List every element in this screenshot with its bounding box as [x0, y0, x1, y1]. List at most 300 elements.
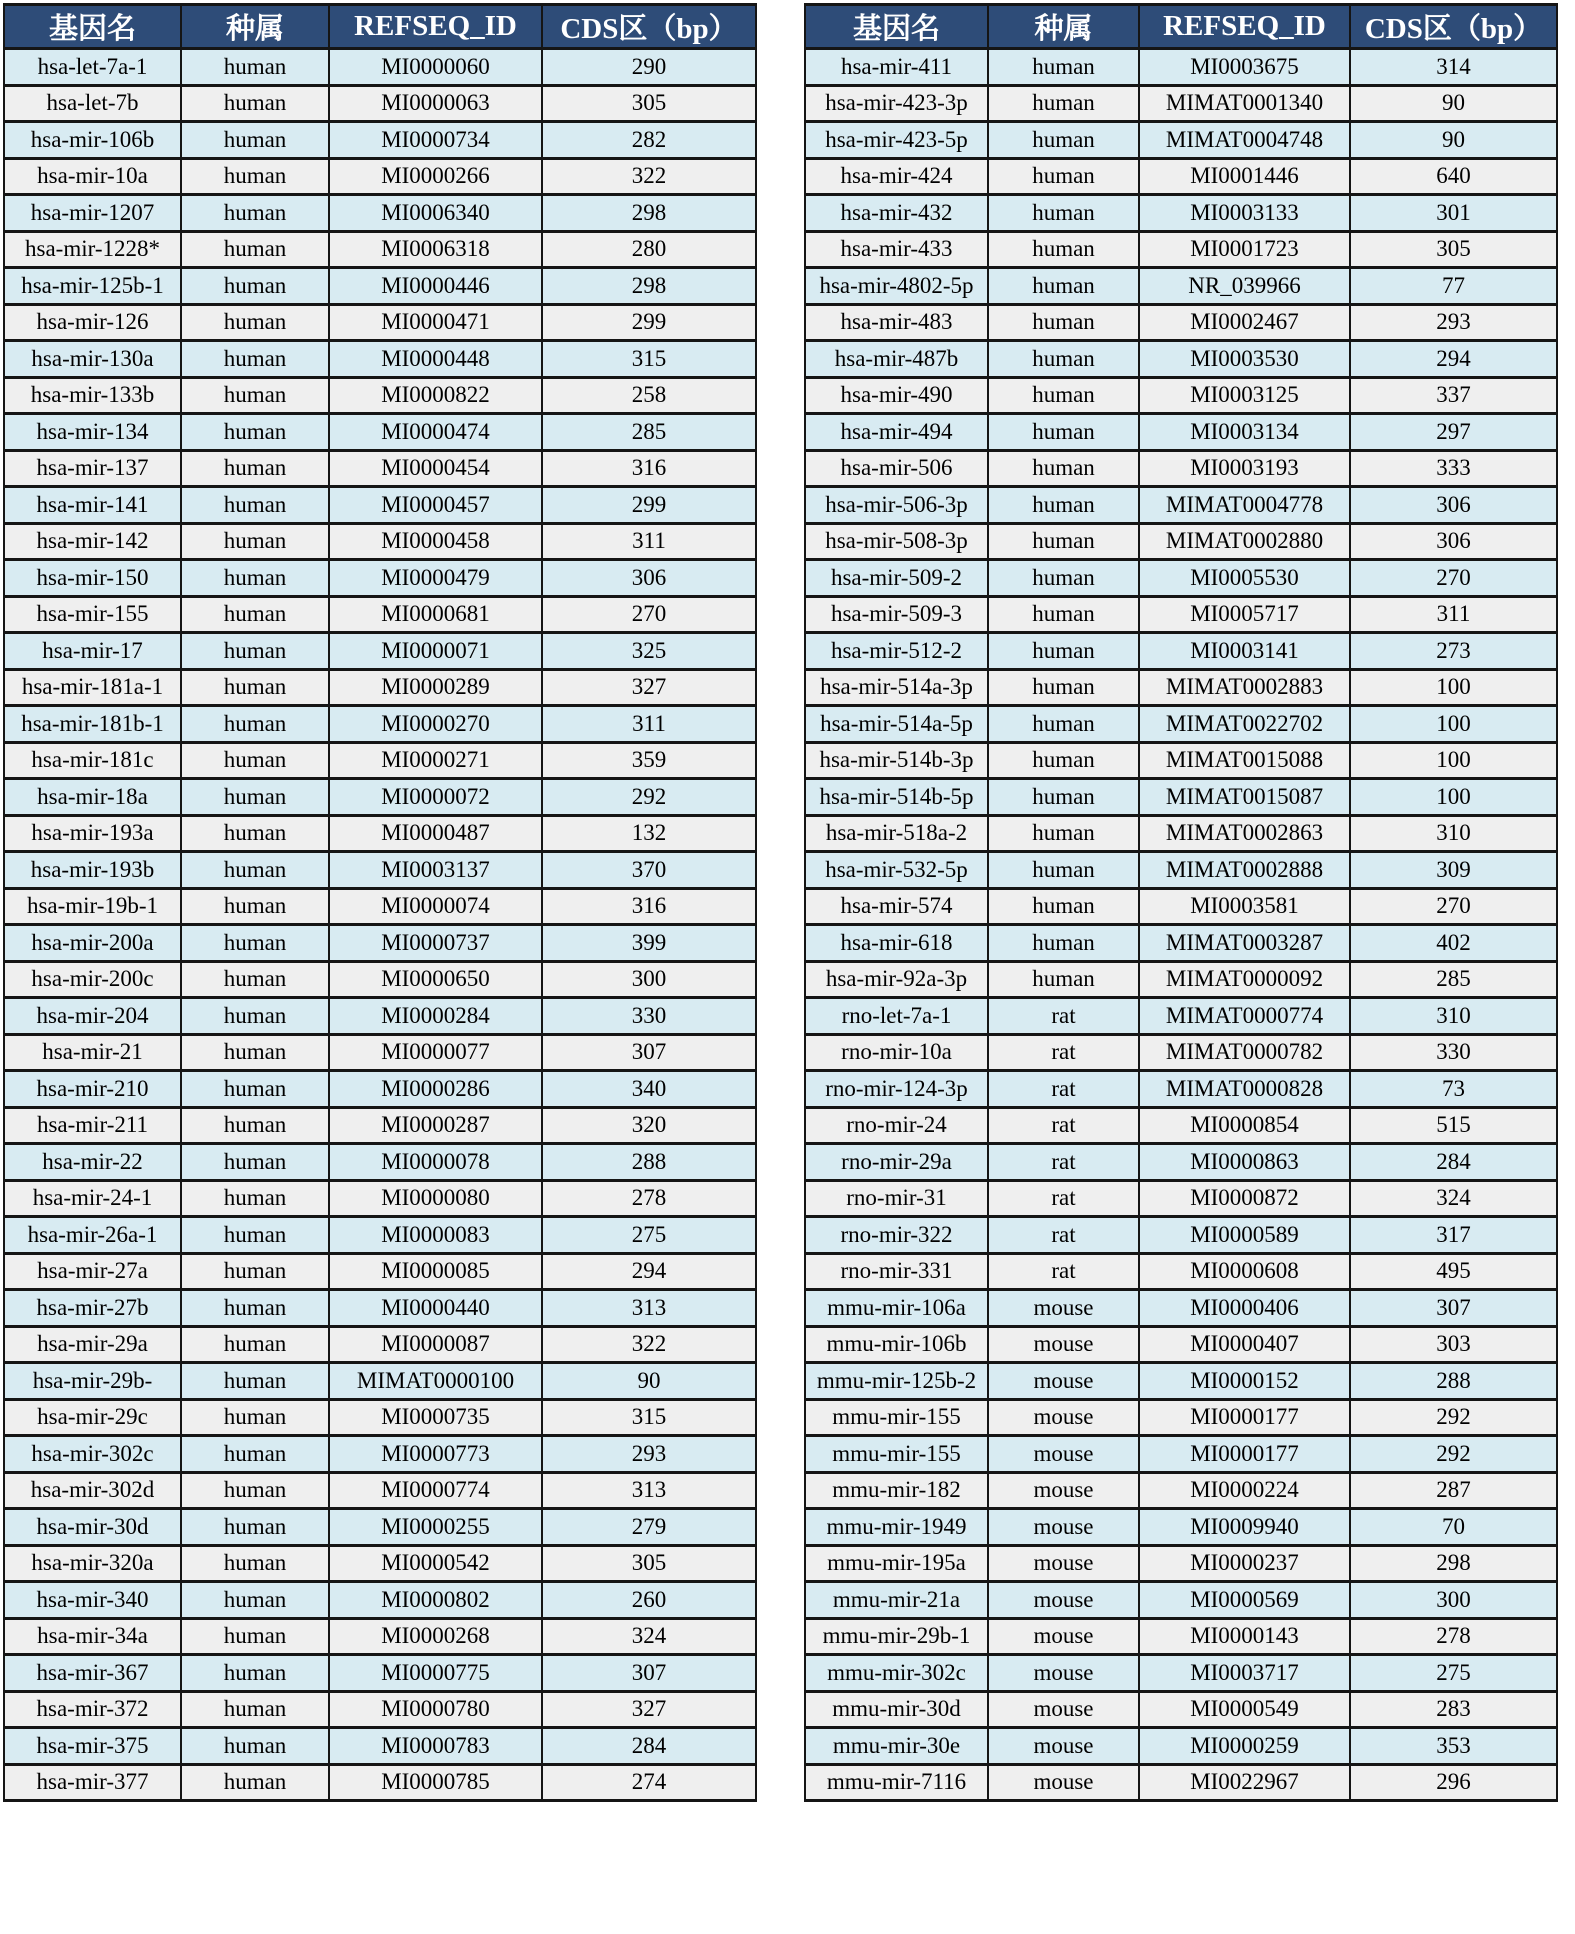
- refseq-id-cell: MI0000287: [329, 1107, 542, 1144]
- gene-name-cell: hsa-mir-92a-3p: [805, 961, 988, 998]
- species-cell: rat: [988, 1034, 1139, 1071]
- cds-bp-cell: 73: [1350, 1071, 1557, 1108]
- species-cell: mouse: [988, 1363, 1139, 1400]
- cds-bp-cell: 278: [542, 1180, 756, 1217]
- species-cell: mouse: [988, 1728, 1139, 1765]
- gene-name-cell: hsa-mir-133b: [4, 377, 181, 414]
- table-row: [805, 961, 1557, 998]
- table-row: [4, 1472, 756, 1509]
- species-cell: human: [181, 377, 329, 414]
- refseq-id-cell: MI0000608: [1139, 1253, 1350, 1290]
- table-row: [805, 304, 1557, 341]
- table-row: [4, 560, 756, 597]
- table-row: [4, 1144, 756, 1181]
- refseq-id-cell: MI0000471: [329, 304, 542, 341]
- gene-name-cell: hsa-mir-27a: [4, 1253, 181, 1290]
- refseq-id-cell: MI0000284: [329, 998, 542, 1035]
- refseq-id-cell: MIMAT0004748: [1139, 122, 1350, 159]
- species-cell: human: [988, 414, 1139, 451]
- gene-name-cell: rno-mir-331: [805, 1253, 988, 1290]
- species-cell: human: [181, 341, 329, 378]
- refseq-id-cell: MI0000271: [329, 742, 542, 779]
- gene-name-cell: hsa-mir-433: [805, 231, 988, 268]
- cds-bp-cell: 293: [542, 1436, 756, 1473]
- gene-name-cell: hsa-mir-21: [4, 1034, 181, 1071]
- gene-name-cell: hsa-mir-29a: [4, 1326, 181, 1363]
- species-cell: human: [181, 998, 329, 1035]
- species-cell: human: [181, 1107, 329, 1144]
- cds-bp-cell: 310: [1350, 998, 1557, 1035]
- gene-name-cell: hsa-mir-302c: [4, 1436, 181, 1473]
- species-cell: human: [988, 925, 1139, 962]
- gene-name-cell: hsa-mir-19b-1: [4, 888, 181, 925]
- cds-bp-cell: 298: [1350, 1545, 1557, 1582]
- cds-bp-cell: 296: [1350, 1764, 1557, 1801]
- cds-bp-cell: 317: [1350, 1217, 1557, 1254]
- cds-bp-cell: 288: [1350, 1363, 1557, 1400]
- cds-bp-cell: 303: [1350, 1326, 1557, 1363]
- cds-bp-cell: 306: [1350, 487, 1557, 524]
- gene-name-cell: mmu-mir-106a: [805, 1290, 988, 1327]
- species-cell: human: [181, 1618, 329, 1655]
- refseq-id-cell: MI0000783: [329, 1728, 542, 1765]
- species-cell: human: [988, 268, 1139, 305]
- gene-name-cell: hsa-mir-141: [4, 487, 181, 524]
- cds-bp-cell: 320: [542, 1107, 756, 1144]
- species-cell: human: [988, 888, 1139, 925]
- gene-name-cell: hsa-mir-506-3p: [805, 487, 988, 524]
- gene-name-cell: hsa-mir-490: [805, 377, 988, 414]
- table-row: [4, 1545, 756, 1582]
- cds-bp-cell: 640: [1350, 158, 1557, 195]
- species-cell: human: [181, 1326, 329, 1363]
- species-cell: mouse: [988, 1399, 1139, 1436]
- table-row: [805, 1728, 1557, 1765]
- species-cell: human: [988, 742, 1139, 779]
- table-row: [4, 487, 756, 524]
- refseq-id-cell: MIMAT0022702: [1139, 706, 1350, 743]
- column-header-gene-name: 基因名: [4, 5, 181, 49]
- gene-name-cell: hsa-mir-423-5p: [805, 122, 988, 159]
- refseq-id-cell: MI0000270: [329, 706, 542, 743]
- species-cell: human: [181, 268, 329, 305]
- species-cell: human: [181, 1509, 329, 1546]
- table-row: [805, 1545, 1557, 1582]
- table-row: [805, 377, 1557, 414]
- cds-bp-cell: 298: [542, 268, 756, 305]
- refseq-id-cell: MIMAT0002863: [1139, 815, 1350, 852]
- gene-name-cell: mmu-mir-125b-2: [805, 1363, 988, 1400]
- table-row: [4, 1326, 756, 1363]
- table-row: [805, 268, 1557, 305]
- cds-bp-cell: 77: [1350, 268, 1557, 305]
- table-row: [4, 888, 756, 925]
- refseq-id-cell: MI0000589: [1139, 1217, 1350, 1254]
- species-cell: human: [988, 961, 1139, 998]
- gene-name-cell: hsa-mir-18a: [4, 779, 181, 816]
- gene-name-cell: rno-mir-322: [805, 1217, 988, 1254]
- species-cell: human: [988, 596, 1139, 633]
- species-cell: human: [181, 596, 329, 633]
- cds-bp-cell: 324: [1350, 1180, 1557, 1217]
- species-cell: human: [988, 852, 1139, 889]
- refseq-id-cell: MI0000143: [1139, 1618, 1350, 1655]
- gene-name-cell: hsa-mir-142: [4, 523, 181, 560]
- gene-name-cell: hsa-mir-574: [805, 888, 988, 925]
- refseq-id-cell: MI0000737: [329, 925, 542, 962]
- gene-name-cell: mmu-mir-30d: [805, 1691, 988, 1728]
- cds-bp-cell: 273: [1350, 633, 1557, 670]
- cds-bp-cell: 309: [1350, 852, 1557, 889]
- table-row: [4, 231, 756, 268]
- cds-bp-cell: 284: [542, 1728, 756, 1765]
- species-cell: rat: [988, 998, 1139, 1035]
- refseq-id-cell: MI0000542: [329, 1545, 542, 1582]
- table-row: [4, 1399, 756, 1436]
- table-row: [805, 1399, 1557, 1436]
- gene-name-cell: mmu-mir-21a: [805, 1582, 988, 1619]
- cds-bp-cell: 294: [542, 1253, 756, 1290]
- species-cell: human: [988, 122, 1139, 159]
- table-row: [805, 1363, 1557, 1400]
- gene-name-cell: hsa-mir-508-3p: [805, 523, 988, 560]
- table-row: [4, 414, 756, 451]
- refseq-id-cell: MI0000774: [329, 1472, 542, 1509]
- table-row: [805, 1691, 1557, 1728]
- column-header-refseq-id: REFSEQ_ID: [329, 5, 542, 49]
- species-cell: human: [988, 158, 1139, 195]
- table-row: [4, 49, 756, 86]
- cds-bp-cell: 340: [542, 1071, 756, 1108]
- species-cell: mouse: [988, 1290, 1139, 1327]
- table-row: [805, 1034, 1557, 1071]
- species-cell: human: [181, 633, 329, 670]
- table-row: [805, 633, 1557, 670]
- gene-name-cell: rno-mir-29a: [805, 1144, 988, 1181]
- table-row: [805, 925, 1557, 962]
- gene-name-cell: hsa-mir-34a: [4, 1618, 181, 1655]
- species-cell: human: [181, 1034, 329, 1071]
- table-row: [4, 779, 756, 816]
- cds-bp-cell: 301: [1350, 195, 1557, 232]
- gene-name-cell: mmu-mir-195a: [805, 1545, 988, 1582]
- table-row: [805, 1071, 1557, 1108]
- refseq-id-cell: MIMAT0004778: [1139, 487, 1350, 524]
- cds-bp-cell: 279: [542, 1509, 756, 1546]
- gene-name-cell: hsa-mir-302d: [4, 1472, 181, 1509]
- species-cell: human: [181, 1290, 329, 1327]
- refseq-id-cell: MI0000224: [1139, 1472, 1350, 1509]
- refseq-id-cell: MI0000255: [329, 1509, 542, 1546]
- refseq-id-cell: MI0000177: [1139, 1436, 1350, 1473]
- gene-name-cell: hsa-mir-487b: [805, 341, 988, 378]
- cds-bp-cell: 353: [1350, 1728, 1557, 1765]
- species-cell: mouse: [988, 1436, 1139, 1473]
- refseq-id-cell: MI0000259: [1139, 1728, 1350, 1765]
- table-row: [4, 998, 756, 1035]
- table-row: [805, 341, 1557, 378]
- species-cell: human: [181, 1071, 329, 1108]
- species-cell: human: [988, 341, 1139, 378]
- cds-bp-cell: 100: [1350, 742, 1557, 779]
- table-row: [805, 1144, 1557, 1181]
- table-row: [805, 1180, 1557, 1217]
- species-cell: human: [988, 377, 1139, 414]
- cds-bp-cell: 270: [1350, 560, 1557, 597]
- gene-name-cell: hsa-mir-125b-1: [4, 268, 181, 305]
- table-row: [4, 195, 756, 232]
- cds-bp-cell: 325: [542, 633, 756, 670]
- refseq-id-cell: MI0006318: [329, 231, 542, 268]
- cds-bp-cell: 298: [542, 195, 756, 232]
- gene-name-cell: hsa-mir-126: [4, 304, 181, 341]
- table-row: [4, 742, 756, 779]
- refseq-id-cell: MIMAT0003287: [1139, 925, 1350, 962]
- refseq-id-cell: MI0000266: [329, 158, 542, 195]
- table-row: [805, 560, 1557, 597]
- cds-bp-cell: 313: [542, 1472, 756, 1509]
- gene-name-cell: hsa-mir-483: [805, 304, 988, 341]
- gene-table-left: [3, 3, 757, 1802]
- refseq-id-cell: MI0000078: [329, 1144, 542, 1181]
- gene-name-cell: hsa-mir-200a: [4, 925, 181, 962]
- table-row: [4, 377, 756, 414]
- table-row: [805, 815, 1557, 852]
- refseq-id-cell: MI0000087: [329, 1326, 542, 1363]
- table-row: [805, 706, 1557, 743]
- cds-bp-cell: 311: [542, 706, 756, 743]
- table-row: [805, 1436, 1557, 1473]
- gene-name-cell: hsa-let-7b: [4, 85, 181, 122]
- cds-bp-cell: 287: [1350, 1472, 1557, 1509]
- gene-name-cell: hsa-mir-181a-1: [4, 669, 181, 706]
- species-cell: human: [181, 1472, 329, 1509]
- species-cell: human: [181, 195, 329, 232]
- cds-bp-cell: 90: [542, 1363, 756, 1400]
- gene-name-cell: hsa-mir-130a: [4, 341, 181, 378]
- refseq-id-cell: MI0000775: [329, 1655, 542, 1692]
- gene-name-cell: rno-mir-24: [805, 1107, 988, 1144]
- table-row: [805, 1582, 1557, 1619]
- table-row: [805, 998, 1557, 1035]
- refseq-id-cell: MI0005530: [1139, 560, 1350, 597]
- gene-name-cell: hsa-let-7a-1: [4, 49, 181, 86]
- gene-name-cell: hsa-mir-518a-2: [805, 815, 988, 852]
- cds-bp-cell: 359: [542, 742, 756, 779]
- refseq-id-cell: MI0000152: [1139, 1363, 1350, 1400]
- cds-bp-cell: 100: [1350, 779, 1557, 816]
- gene-name-cell: hsa-mir-106b: [4, 122, 181, 159]
- refseq-id-cell: MI0000289: [329, 669, 542, 706]
- cds-bp-cell: 315: [542, 341, 756, 378]
- cds-bp-cell: 270: [542, 596, 756, 633]
- species-cell: human: [181, 85, 329, 122]
- cds-bp-cell: 306: [542, 560, 756, 597]
- gene-name-cell: mmu-mir-155: [805, 1399, 988, 1436]
- species-cell: human: [988, 560, 1139, 597]
- table-row: [805, 231, 1557, 268]
- species-cell: human: [181, 122, 329, 159]
- gene-name-cell: hsa-mir-506: [805, 450, 988, 487]
- table-row: [4, 1618, 756, 1655]
- table-row: [805, 523, 1557, 560]
- species-cell: human: [181, 1399, 329, 1436]
- gene-name-cell: hsa-mir-367: [4, 1655, 181, 1692]
- column-header-cds-bp: CDS区（bp）: [1350, 5, 1557, 49]
- cds-bp-cell: 270: [1350, 888, 1557, 925]
- gene-name-cell: mmu-mir-7116: [805, 1764, 988, 1801]
- gene-name-cell: hsa-mir-27b: [4, 1290, 181, 1327]
- refseq-id-cell: MI0003125: [1139, 377, 1350, 414]
- table-row: [4, 1691, 756, 1728]
- species-cell: human: [181, 1253, 329, 1290]
- table-row: [805, 1107, 1557, 1144]
- gene-name-cell: hsa-mir-181b-1: [4, 706, 181, 743]
- cds-bp-cell: 333: [1350, 450, 1557, 487]
- gene-name-cell: rno-mir-31: [805, 1180, 988, 1217]
- species-cell: human: [988, 815, 1139, 852]
- refseq-id-cell: MI0001723: [1139, 231, 1350, 268]
- refseq-id-cell: MI0000063: [329, 85, 542, 122]
- gene-name-cell: hsa-mir-150: [4, 560, 181, 597]
- cds-bp-cell: 370: [542, 852, 756, 889]
- table-row: [4, 85, 756, 122]
- species-cell: human: [181, 158, 329, 195]
- table-row: [805, 1618, 1557, 1655]
- species-cell: rat: [988, 1107, 1139, 1144]
- cds-bp-cell: 260: [542, 1582, 756, 1619]
- species-cell: human: [181, 961, 329, 998]
- species-cell: rat: [988, 1217, 1139, 1254]
- refseq-id-cell: MI0000083: [329, 1217, 542, 1254]
- species-cell: human: [181, 925, 329, 962]
- cds-bp-cell: 274: [542, 1764, 756, 1801]
- refseq-id-cell: MIMAT0000092: [1139, 961, 1350, 998]
- refseq-id-cell: MI0000080: [329, 1180, 542, 1217]
- table-row: [805, 1290, 1557, 1327]
- cds-bp-cell: 100: [1350, 669, 1557, 706]
- gene-name-cell: hsa-mir-411: [805, 49, 988, 86]
- cds-bp-cell: 330: [1350, 1034, 1557, 1071]
- species-cell: rat: [988, 1180, 1139, 1217]
- refseq-id-cell: MI0022967: [1139, 1764, 1350, 1801]
- refseq-id-cell: MI0003137: [329, 852, 542, 889]
- refseq-id-cell: MI0001446: [1139, 158, 1350, 195]
- refseq-id-cell: MI0000802: [329, 1582, 542, 1619]
- column-header-gene-name: 基因名: [805, 5, 988, 49]
- table-row: [4, 1436, 756, 1473]
- species-cell: human: [181, 1144, 329, 1181]
- table-row: [4, 1764, 756, 1801]
- species-cell: human: [181, 304, 329, 341]
- gene-name-cell: hsa-mir-514b-3p: [805, 742, 988, 779]
- refseq-id-cell: MI0000734: [329, 122, 542, 159]
- gene-name-cell: hsa-mir-200c: [4, 961, 181, 998]
- species-cell: human: [181, 450, 329, 487]
- cds-bp-cell: 90: [1350, 85, 1557, 122]
- species-cell: human: [988, 633, 1139, 670]
- table-row: [4, 1363, 756, 1400]
- gene-name-cell: hsa-mir-509-2: [805, 560, 988, 597]
- species-cell: human: [181, 49, 329, 86]
- species-cell: human: [988, 85, 1139, 122]
- cds-bp-cell: 307: [542, 1034, 756, 1071]
- cds-bp-cell: 330: [542, 998, 756, 1035]
- cds-bp-cell: 292: [1350, 1399, 1557, 1436]
- refseq-id-cell: MI0000479: [329, 560, 542, 597]
- refseq-id-cell: MI0000440: [329, 1290, 542, 1327]
- table-row: [805, 1472, 1557, 1509]
- gene-name-cell: hsa-mir-375: [4, 1728, 181, 1765]
- table-row: [805, 158, 1557, 195]
- refseq-id-cell: MIMAT0015087: [1139, 779, 1350, 816]
- species-cell: mouse: [988, 1545, 1139, 1582]
- refseq-id-cell: MI0000077: [329, 1034, 542, 1071]
- refseq-id-cell: MI0000448: [329, 341, 542, 378]
- table-row: [805, 487, 1557, 524]
- cds-bp-cell: 292: [1350, 1436, 1557, 1473]
- refseq-id-cell: MI0000650: [329, 961, 542, 998]
- gene-name-cell: mmu-mir-1949: [805, 1509, 988, 1546]
- cds-bp-cell: 258: [542, 377, 756, 414]
- refseq-id-cell: MI0003581: [1139, 888, 1350, 925]
- species-cell: human: [181, 706, 329, 743]
- refseq-id-cell: MIMAT0015088: [1139, 742, 1350, 779]
- gene-name-cell: hsa-mir-17: [4, 633, 181, 670]
- column-header-cds-bp: CDS区（bp）: [542, 5, 756, 49]
- table-row: [4, 1180, 756, 1217]
- species-cell: human: [181, 487, 329, 524]
- species-cell: human: [988, 450, 1139, 487]
- table-row: [4, 1509, 756, 1546]
- table-row: [805, 195, 1557, 232]
- species-cell: mouse: [988, 1326, 1139, 1363]
- refseq-id-cell: MI0000863: [1139, 1144, 1350, 1181]
- gene-name-cell: hsa-mir-514a-3p: [805, 669, 988, 706]
- cds-bp-cell: 305: [1350, 231, 1557, 268]
- refseq-id-cell: MIMAT0000782: [1139, 1034, 1350, 1071]
- gene-name-cell: hsa-mir-4802-5p: [805, 268, 988, 305]
- table-row: [805, 49, 1557, 86]
- refseq-id-cell: MI0005717: [1139, 596, 1350, 633]
- refseq-id-cell: MI0000071: [329, 633, 542, 670]
- refseq-id-cell: MI0003675: [1139, 49, 1350, 86]
- table-row: [4, 1728, 756, 1765]
- column-header-refseq-id: REFSEQ_ID: [1139, 5, 1350, 49]
- species-cell: human: [988, 49, 1139, 86]
- cds-bp-cell: 285: [1350, 961, 1557, 998]
- table-row: [4, 268, 756, 305]
- table-row: [4, 815, 756, 852]
- gene-name-cell: hsa-mir-372: [4, 1691, 181, 1728]
- refseq-id-cell: MI0009940: [1139, 1509, 1350, 1546]
- table-row: [4, 523, 756, 560]
- refseq-id-cell: MI0000487: [329, 815, 542, 852]
- cds-bp-cell: 305: [542, 1545, 756, 1582]
- cds-bp-cell: 100: [1350, 706, 1557, 743]
- species-cell: human: [181, 1655, 329, 1692]
- cds-bp-cell: 284: [1350, 1144, 1557, 1181]
- gene-name-cell: hsa-mir-29b-: [4, 1363, 181, 1400]
- cds-bp-cell: 300: [1350, 1582, 1557, 1619]
- refseq-id-cell: MI0000177: [1139, 1399, 1350, 1436]
- table-row: [4, 1071, 756, 1108]
- gene-name-cell: mmu-mir-29b-1: [805, 1618, 988, 1655]
- gene-name-cell: hsa-mir-532-5p: [805, 852, 988, 889]
- species-cell: human: [988, 669, 1139, 706]
- refseq-id-cell: MIMAT0000100: [329, 1363, 542, 1400]
- species-cell: rat: [988, 1071, 1139, 1108]
